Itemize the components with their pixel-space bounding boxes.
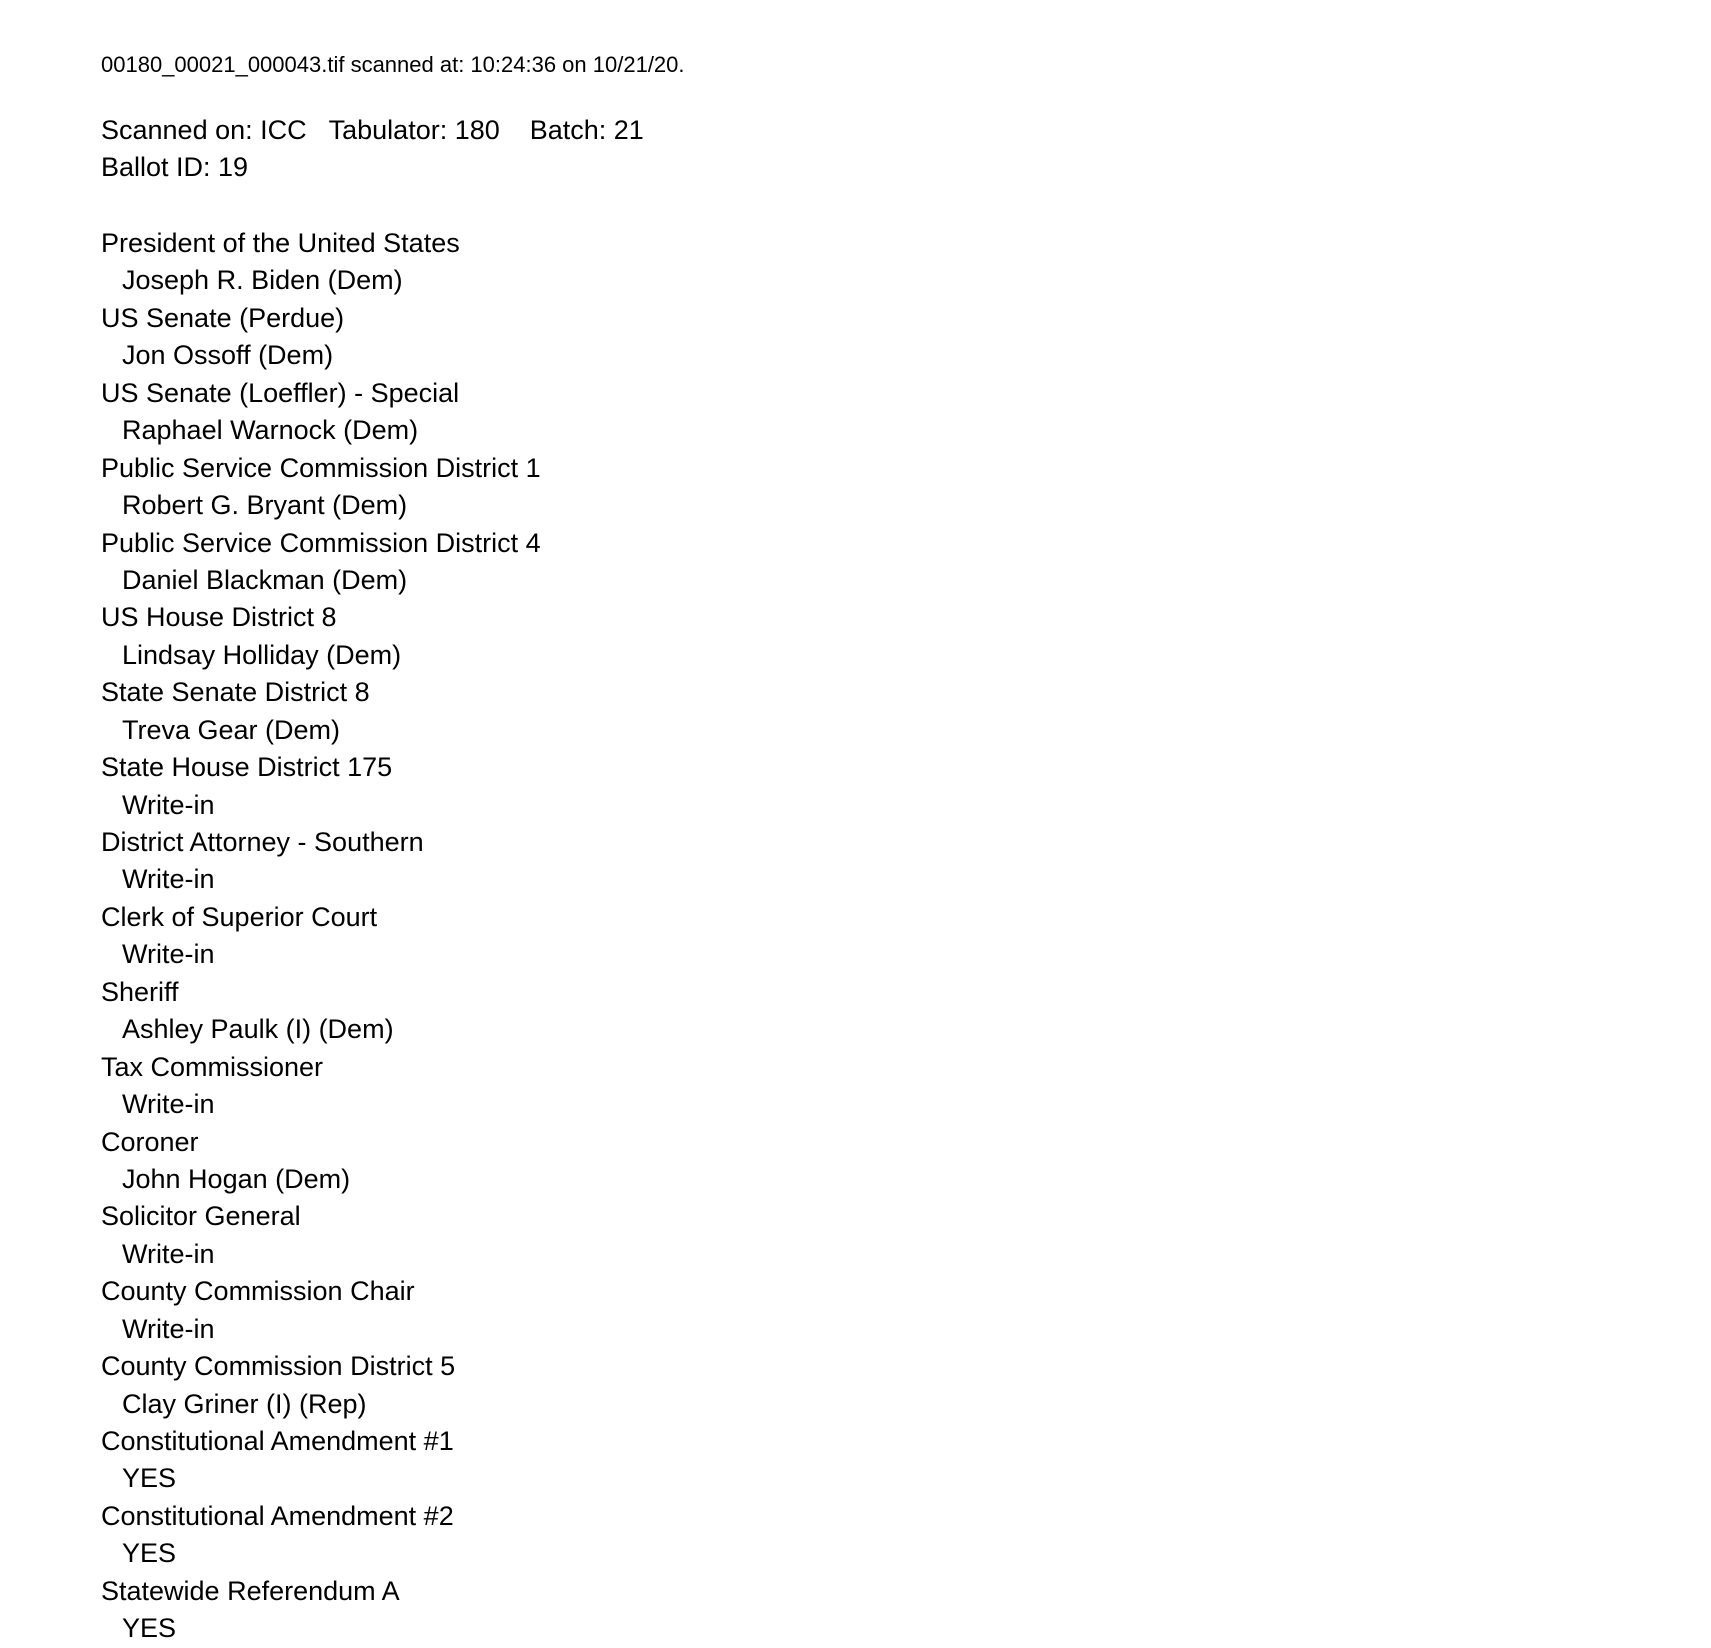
contest-choice: Jon Ossoff (Dem)	[122, 340, 334, 371]
contest-list	[101, 225, 1601, 1648]
contest-choice: Clay Griner (I) (Rep)	[122, 1388, 367, 1419]
contest-choice: Ashley Paulk (I) (Dem)	[122, 1014, 394, 1045]
contest-choice: Write-in	[122, 1238, 215, 1269]
contest-title: Public Service Commission District 4	[101, 527, 541, 558]
contest-choice: YES	[122, 1463, 177, 1494]
contest-title: US Senate (Loeffler) - Special	[101, 377, 460, 408]
batch-label: Batch: 21	[529, 115, 644, 145]
contest-choice: Write-in	[122, 864, 215, 895]
contest-title: Tax Commissioner	[101, 1051, 324, 1082]
contest-title: District Attorney - Southern	[101, 827, 424, 857]
scanned-on-label: Scanned on: ICC	[101, 115, 307, 145]
contest-title: Constitutional Amendment #2	[101, 1500, 454, 1531]
contest-choice: Write-in	[122, 789, 215, 820]
contest-choice: John Hogan (Dem)	[122, 1163, 351, 1194]
contest-title: County Commission District 5	[101, 1351, 456, 1382]
contest-choice: Treva Gear (Dem)	[122, 714, 341, 745]
contest-choice: Robert G. Bryant (Dem)	[122, 490, 408, 521]
contest-title: State Senate District 8	[101, 677, 370, 708]
contest-title: Coroner	[101, 1126, 199, 1157]
scan-file-header: 00180_00021_000043.tif scanned at: 10:24:36 on 10/21/20.	[101, 52, 685, 77]
contest-choice: YES	[122, 1613, 177, 1644]
contest-title: US Senate (Perdue)	[101, 302, 345, 333]
contest-title: County Commission Chair	[101, 1276, 415, 1307]
contest-choice: YES	[122, 1538, 177, 1569]
contest-choice: Daniel Blackman (Dem)	[122, 564, 408, 595]
contest-choice: Write-in	[122, 939, 215, 970]
contest-title: Sheriff	[101, 976, 179, 1007]
contest-choice: Write-in	[122, 1089, 215, 1120]
contest-title: State House District 175	[101, 752, 393, 783]
contest-title: US House District 8	[101, 602, 337, 633]
ballot-id-label: Ballot ID: 19	[101, 152, 249, 182]
contest-choice: Lindsay Holliday (Dem)	[122, 639, 402, 670]
contest-choice: Joseph R. Biden (Dem)	[122, 265, 403, 296]
contest-choice: Write-in	[122, 1313, 215, 1344]
contest-title: Constitutional Amendment #1	[101, 1426, 454, 1456]
contest-title: Solicitor General	[101, 1201, 301, 1232]
contest-title: Public Service Commission District 1	[101, 452, 541, 483]
contest-choice: Raphael Warnock (Dem)	[122, 415, 419, 446]
contest-title: President of the United States	[101, 228, 460, 258]
tabulator-label: Tabulator: 180	[328, 115, 500, 145]
contest-title: Statewide Referendum A	[101, 1575, 400, 1606]
contest-title: Clerk of Superior Court	[101, 901, 378, 932]
scan-meta-line	[101, 114, 644, 146]
